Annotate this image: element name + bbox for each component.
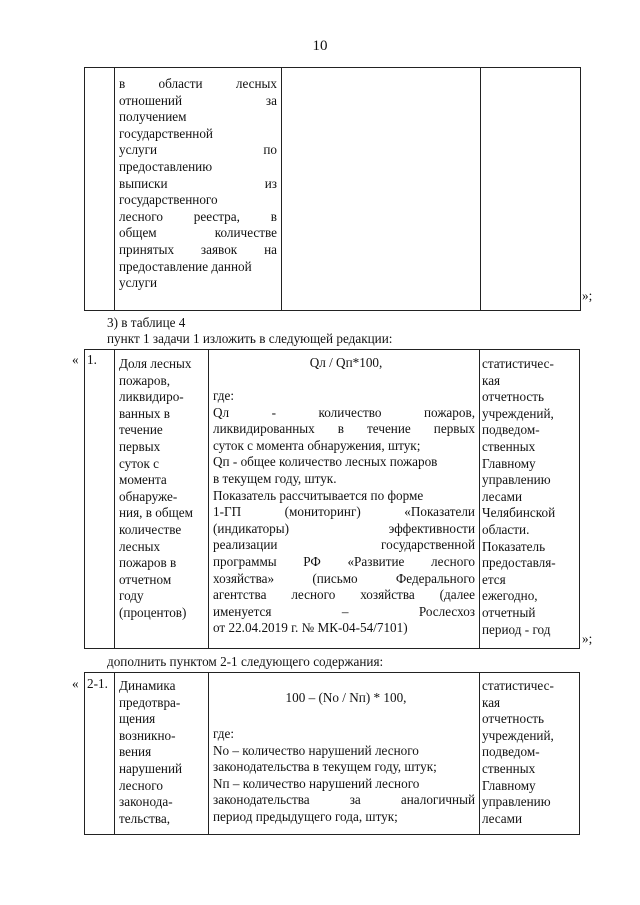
row1-source-line: лесами bbox=[482, 488, 523, 504]
row2-source-line: подведом- bbox=[482, 744, 540, 760]
row2-source-line: отчетность bbox=[482, 711, 545, 727]
row2-name-line: законода- bbox=[119, 794, 173, 810]
row1-name-line: момента bbox=[119, 472, 167, 488]
row1-name-line: отчетном bbox=[119, 571, 172, 587]
top-source-cell bbox=[481, 68, 581, 311]
top-desc-line: предоставлению bbox=[119, 158, 213, 174]
row2-source-line: лесами bbox=[482, 810, 523, 826]
row1-name-line: первых bbox=[119, 438, 161, 454]
row1-name-line: суток с bbox=[119, 455, 160, 471]
row1-method-line: от 22.04.2019 г. № МК-04-54/7101) bbox=[213, 620, 408, 636]
row1-formula: Qл / Qп*100, bbox=[309, 355, 383, 370]
row1-name-line: обнаруже- bbox=[119, 488, 178, 504]
row1-source-line: период - год bbox=[482, 621, 551, 637]
row1-name-line: пожаров в bbox=[119, 555, 177, 571]
top-desc-line: государственной bbox=[119, 125, 213, 141]
row1-name-line: количестве bbox=[119, 521, 182, 537]
row1-name-line: ния, в общем bbox=[119, 505, 193, 521]
row2-method-line: Nп – количество нарушений лесного bbox=[213, 775, 420, 791]
row1-method-line: хозяйства» (письмо Федерального bbox=[213, 570, 475, 586]
top-desc-line: услуги bbox=[119, 275, 158, 291]
row1-source-line: учреждений, bbox=[482, 405, 554, 421]
row1-method-line: Показатель рассчитывается по форме bbox=[213, 487, 424, 503]
row1-method-line: в текущем году, штук. bbox=[213, 470, 337, 486]
row1-source-line: области. bbox=[482, 521, 530, 537]
top-desc-line: отношений за bbox=[119, 92, 277, 108]
row1-method bbox=[213, 388, 475, 637]
top-method-cell bbox=[282, 68, 481, 311]
row1-name-line: (процентов) bbox=[119, 604, 187, 620]
instruction-table4: 3) в таблице 4 bbox=[107, 315, 186, 330]
row1-source-line: Челябинской bbox=[482, 505, 556, 521]
row1-closing-quote: »; bbox=[582, 631, 593, 646]
row1-source-line: управлению bbox=[482, 472, 551, 488]
row1-source-line: предоставля- bbox=[482, 555, 556, 571]
row2-method-line: Nо – количество нарушений лесного bbox=[213, 742, 419, 758]
row1-method-line: реализации государственной bbox=[213, 537, 475, 553]
row2-name-line: предотвра- bbox=[119, 694, 181, 710]
row1-source-line: Главному bbox=[482, 455, 536, 471]
row2-open-quote: « bbox=[72, 676, 79, 691]
row1-method-line: агентства лесного хозяйства (далее bbox=[213, 587, 475, 603]
top-desc-line: услуги по bbox=[119, 142, 277, 158]
row1-method-line: суток с момента обнаружения, штук; bbox=[213, 437, 421, 453]
top-desc-line: принятых заявок на bbox=[119, 241, 277, 257]
top-desc-line: лесного реестра, в bbox=[119, 208, 277, 224]
row1-name-line: лесных bbox=[119, 538, 161, 554]
top-desc-line: выписки из bbox=[119, 175, 277, 191]
row2-method-line: период предыдущего года, штук; bbox=[213, 808, 398, 824]
row2-name-line: Динамика bbox=[119, 678, 176, 693]
row1-source-line: кая bbox=[482, 372, 501, 388]
row2-source-line: кая bbox=[482, 694, 501, 710]
row2-name-line: вения bbox=[119, 744, 152, 760]
row1-name-line: ванных в bbox=[119, 405, 170, 421]
top-num-cell bbox=[85, 68, 115, 311]
row1-open-quote: « bbox=[72, 352, 79, 367]
top-description bbox=[119, 76, 277, 292]
row1-source-line: ежегодно, bbox=[482, 588, 538, 604]
row1-method-line: где: bbox=[213, 388, 234, 403]
row2-formula: 100 – (Nо / Nп) * 100, bbox=[285, 690, 407, 705]
row2-name-line: лесного bbox=[119, 777, 163, 793]
row1-name-line: Доля лесных bbox=[119, 356, 192, 371]
page-number: 10 bbox=[312, 38, 328, 54]
row1-method-line: именуется – Рослесхоз bbox=[213, 603, 475, 619]
instruction-item1: пункт 1 задачи 1 изложить в следующей редакции: bbox=[107, 331, 393, 346]
row2-method-line: законодательства в текущем году, штук; bbox=[213, 759, 437, 775]
top-desc-line: государственного bbox=[119, 192, 218, 208]
row1-number: 1. bbox=[87, 352, 97, 367]
row2-source-line: управлению bbox=[482, 794, 551, 810]
row1-name-line: году bbox=[119, 588, 144, 604]
row2-source-line: статистичес- bbox=[482, 678, 554, 693]
row2-method-line: где: bbox=[213, 726, 234, 741]
row1-source-line: статистичес- bbox=[482, 356, 554, 371]
row2-method-line: законодательства за аналогичный bbox=[213, 792, 475, 808]
row1-name-line: ликвидиро- bbox=[119, 389, 184, 405]
top-closing-quote: »; bbox=[582, 288, 593, 303]
row1-name-line: пожаров, bbox=[119, 372, 170, 388]
row2-name-line: возникно- bbox=[119, 727, 176, 743]
row1-method-line: (индикаторы) эффективности bbox=[213, 520, 475, 536]
top-desc-line: получением bbox=[119, 109, 187, 125]
row1-name-line: течение bbox=[119, 422, 163, 438]
row1-indicator-name bbox=[119, 356, 207, 622]
row2-num-cell bbox=[85, 673, 115, 835]
top-desc-line: в области лесных bbox=[119, 76, 277, 91]
row1-source-line: подведом- bbox=[482, 422, 540, 438]
row2-source-line: ственных bbox=[482, 760, 536, 776]
row2-source bbox=[482, 678, 577, 827]
row2-name-line: нарушений bbox=[119, 760, 183, 776]
top-desc-line: общем количестве bbox=[119, 225, 277, 241]
top-desc-line: предоставление данной bbox=[119, 258, 252, 274]
row1-source-line: отчетность bbox=[482, 389, 545, 405]
row1-method-line: Qл - количество пожаров, bbox=[213, 404, 475, 420]
row1-method-line: 1-ГП (мониторинг) «Показатели bbox=[213, 504, 475, 520]
row1-source bbox=[482, 356, 577, 638]
row1-method-line: ликвидированных в течение первых bbox=[213, 421, 475, 437]
row1-source-line: Показатель bbox=[482, 538, 546, 554]
row2-source-line: Главному bbox=[482, 777, 536, 793]
row1-method-line: программы РФ «Развитие лесного bbox=[213, 553, 475, 569]
row2-source-line: учреждений, bbox=[482, 727, 554, 743]
row2-method bbox=[213, 726, 475, 826]
row1-source-line: отчетный bbox=[482, 604, 536, 620]
row2-name-line: тельства, bbox=[119, 810, 171, 826]
row1-source-line: ственных bbox=[482, 438, 536, 454]
row1-method-line: Qп - общее количество лесных пожаров bbox=[213, 454, 438, 470]
instruction-add-item: дополнить пунктом 2-1 следующего содержания: bbox=[107, 654, 384, 669]
row1-source-line: ется bbox=[482, 571, 506, 587]
row2-name-line: щения bbox=[119, 711, 156, 727]
row2-number: 2-1. bbox=[87, 676, 108, 691]
row2-indicator-name bbox=[119, 678, 207, 827]
row1-num-cell bbox=[85, 350, 115, 649]
